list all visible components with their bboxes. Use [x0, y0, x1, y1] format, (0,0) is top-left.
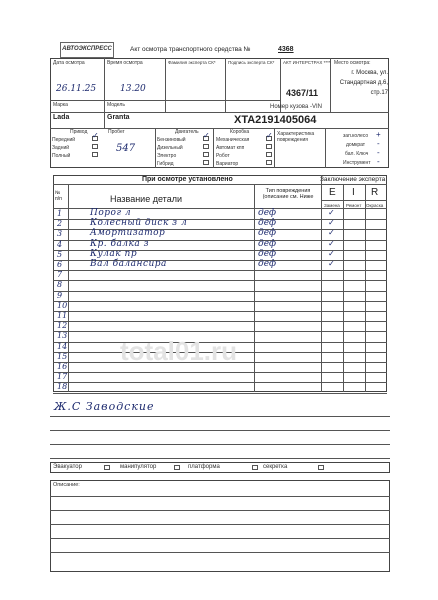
- table-row-divider: [53, 331, 387, 332]
- place-value: г. Москва, ул. Стандартная д.6, стр.17: [339, 70, 388, 96]
- intersrakh-label: АКТ ИНТЕРСТРАХ ****: [283, 60, 331, 65]
- inspector-label: Фамилия эксперта СК*: [168, 60, 216, 65]
- row-number: 7: [57, 270, 63, 280]
- watermark: total01.ru: [120, 336, 238, 366]
- replace-check: ✓: [328, 238, 335, 248]
- name-header: Название детали: [110, 194, 182, 204]
- engine-petrol: Бензиновый: [157, 137, 186, 143]
- notes-handwritten: Ж.С Заводские: [54, 400, 155, 413]
- claim-number: 4367/11: [286, 88, 319, 98]
- replace-check: ✓: [328, 218, 335, 228]
- drive-label: Привод: [70, 129, 88, 135]
- time-label: Время осмотра: [107, 60, 143, 66]
- sub-i-header: Ремонт: [346, 203, 362, 208]
- row-number: 12: [57, 321, 68, 331]
- balloon-key-mark: -: [377, 148, 380, 157]
- engine-hybrid: Гибрид: [157, 161, 174, 167]
- sk-signature-label: Подпись эксперта СК*: [228, 60, 275, 65]
- replace-check: ✓: [328, 208, 335, 217]
- damage-type: деф: [258, 228, 277, 239]
- gearbox-manual-check: ✓: [266, 131, 273, 140]
- row-number: 4: [57, 239, 63, 249]
- table-row-divider: [53, 311, 387, 312]
- row-number: 6: [57, 260, 63, 269]
- gearbox-variator-checkbox[interactable]: [266, 160, 272, 165]
- part-name: Порог л: [90, 208, 132, 218]
- damage-type: деф: [258, 218, 277, 229]
- damage-type: деф: [258, 208, 277, 218]
- gearbox-robot-checkbox[interactable]: [266, 152, 272, 157]
- time-value: 13.20: [120, 84, 146, 94]
- place-label: Место осмотра:: [334, 60, 371, 66]
- vin-value: XTA2191405064: [234, 114, 317, 126]
- damage-type: деф: [258, 248, 277, 259]
- spare-wheel-mark: +: [376, 130, 381, 139]
- engine-diesel: Дизельный: [157, 145, 183, 151]
- row-number: 15: [57, 351, 68, 361]
- num-header: № п/п: [55, 190, 62, 202]
- table-row-divider: [53, 372, 387, 373]
- col-i-header: I: [352, 187, 355, 198]
- gearbox-variator: Вариатор: [216, 161, 239, 167]
- row-number: 2: [57, 219, 63, 229]
- mileage-label: Пробег: [108, 129, 125, 135]
- manipulator-checkbox[interactable]: [174, 465, 180, 470]
- description-box: [50, 480, 390, 572]
- row-number: 18: [57, 382, 68, 392]
- row-number: 13: [57, 331, 68, 341]
- col-r-header: R: [371, 187, 379, 198]
- row-number: 8: [57, 280, 63, 290]
- drive-rear: Задний: [52, 145, 70, 151]
- engine-label: Двигатель: [175, 129, 199, 135]
- row-number: 5: [57, 249, 63, 259]
- row-number: 16: [57, 362, 68, 371]
- balloon-key-label: бал. Ключ: [345, 151, 369, 157]
- evacuator-checkbox[interactable]: [104, 465, 110, 470]
- table-row-divider: [53, 321, 387, 322]
- gearbox-manual: Механическая: [216, 137, 250, 143]
- table-row-divider: [53, 382, 387, 383]
- damage-type-label: Характеристика повреждения: [277, 131, 315, 143]
- damage-type: деф: [258, 259, 277, 269]
- table-row-divider: [53, 270, 387, 271]
- damage-type: деф: [258, 238, 277, 249]
- secretka-checkbox[interactable]: [318, 465, 324, 470]
- spare-wheel-label: зап.колесо: [343, 133, 369, 139]
- engine-hybrid-checkbox[interactable]: [203, 160, 209, 165]
- jack-label: домкрат: [346, 142, 366, 148]
- table-row-divider: [53, 280, 387, 281]
- part-name: Колесный диск з л: [90, 218, 188, 229]
- gearbox-robot: Робот: [216, 153, 230, 159]
- page-title: Акт осмотра транспортного средства №: [130, 46, 251, 53]
- evacuator-label: Эвакуатор: [53, 464, 82, 470]
- row-number: 11: [57, 311, 68, 320]
- conclusion-header: Заключение эксперта: [320, 176, 386, 183]
- col-e-header: E: [329, 187, 336, 198]
- row-number: 9: [57, 290, 63, 300]
- engine-electric-checkbox[interactable]: [203, 152, 209, 157]
- installed-header: При осмотре установлено: [142, 176, 233, 183]
- replace-check: ✓: [328, 228, 335, 238]
- drive-rear-checkbox[interactable]: [92, 144, 98, 149]
- platform-checkbox[interactable]: [252, 465, 258, 470]
- manipulator-label: манипулятор: [120, 464, 157, 470]
- part-name: Амортизатор: [90, 228, 166, 239]
- jack-mark: -: [377, 139, 380, 148]
- platform-label: платформа: [188, 464, 220, 470]
- engine-electric: Электро: [157, 153, 177, 159]
- vin-label: Номер кузова -VIN: [270, 104, 322, 110]
- table-row-divider: [53, 393, 387, 394]
- part-name: Кр. балка з: [90, 238, 150, 249]
- row-number: 17: [57, 372, 68, 382]
- drive-front: Передний: [52, 137, 76, 143]
- engine-diesel-checkbox[interactable]: [203, 144, 209, 149]
- part-name: Вал балансира: [90, 259, 167, 269]
- part-name: Кулак пр: [90, 248, 138, 259]
- make-value: Lada: [53, 114, 70, 121]
- mileage-value: 547: [116, 143, 136, 154]
- tools-mark: -: [377, 157, 380, 166]
- sub-e-header: Замена: [324, 203, 340, 208]
- company-logo: АВТОЭКСПРЕСС: [60, 42, 114, 58]
- row-number: 3: [57, 229, 63, 239]
- replace-check: ✓: [328, 259, 335, 268]
- replace-check: ✓: [328, 248, 335, 258]
- row-number: 1: [57, 209, 63, 218]
- drive-front-check: ✓: [92, 131, 99, 140]
- model-label: Модель: [107, 102, 125, 108]
- tools-label: Инструмент: [343, 160, 371, 166]
- row-number: 10: [57, 300, 68, 310]
- transport-row: [50, 462, 390, 473]
- gearbox-auto: Автомат кпп: [216, 145, 245, 151]
- drive-full: Полный: [52, 153, 71, 159]
- table-row-divider: [53, 291, 387, 292]
- damage-header: Тип повреждения (описание см. Ниже: [262, 188, 314, 200]
- gearbox-label: Коробка: [230, 129, 250, 135]
- table-row-divider: [53, 301, 387, 302]
- engine-petrol-check: ✓: [203, 131, 210, 140]
- description-label: Описание:: [53, 482, 80, 488]
- make-label: Марка: [53, 102, 68, 108]
- date-value: 26.11.25: [56, 84, 97, 94]
- date-label: Дата осмотра: [53, 60, 85, 66]
- act-number: 4368: [278, 46, 294, 53]
- sub-r-header: Окраска: [366, 203, 384, 208]
- model-value: Granta: [107, 114, 130, 121]
- secretka-label: секретка: [263, 464, 288, 470]
- gearbox-auto-checkbox[interactable]: [266, 144, 272, 149]
- drive-full-checkbox[interactable]: [92, 152, 98, 157]
- row-number: 14: [57, 341, 68, 351]
